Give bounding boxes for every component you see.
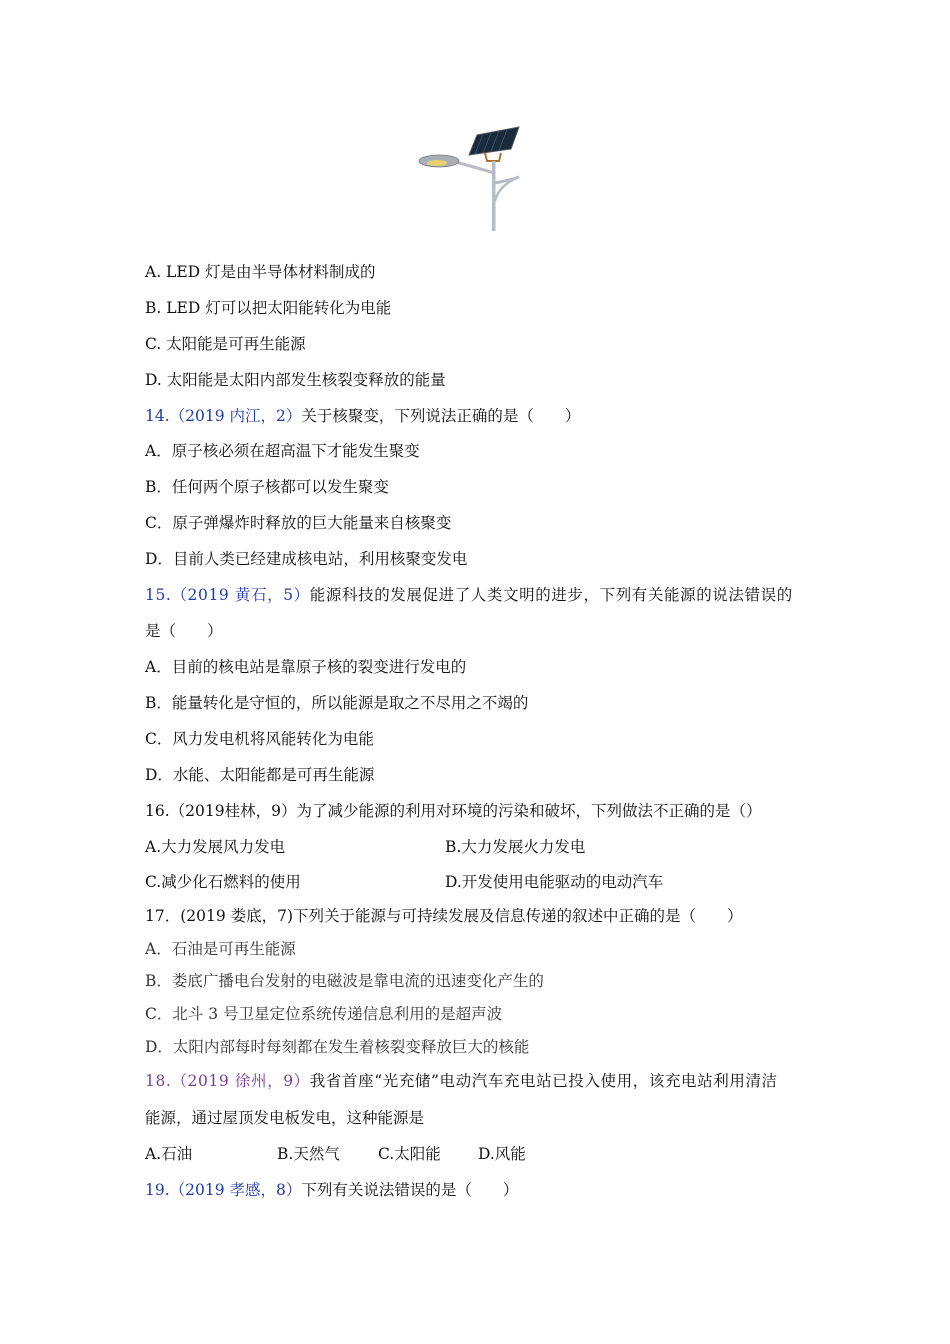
q16-option-d: D.开发使用电能驱动的电动汽车 bbox=[445, 873, 664, 891]
q15-stem bbox=[145, 585, 793, 605]
q13-option-d: D. 太阳能是太阳内部发生核裂变释放的能量 bbox=[145, 371, 446, 389]
q15-option-b: B．能量转化是守恒的，所以能源是取之不尽用之不竭的 bbox=[145, 694, 529, 712]
q19-text: 下列有关说法错误的是（ ） bbox=[301, 1181, 519, 1199]
q17-option-b: B．娄底广播电台发射的电磁波是靠电流的迅速变化产生的 bbox=[145, 972, 544, 990]
q15-text: 能源科技的发展促进了人类文明的进步，下列有关能源的说法错误的 bbox=[309, 586, 793, 604]
q18-stem bbox=[145, 1071, 778, 1091]
q13-option-c: C. 太阳能是可再生能源 bbox=[145, 335, 306, 353]
q16-option-b: B.大力发展火力发电 bbox=[445, 838, 586, 856]
q17-option-d: D．太阳内部每时每刻都在发生着核裂变释放巨大的核能 bbox=[145, 1038, 530, 1056]
q16-option-a: A.大力发展风力发电 bbox=[145, 838, 286, 856]
q14-text: 关于核聚变，下列说法正确的是（ ） bbox=[301, 407, 581, 425]
q16-option-c: C.减少化石燃料的使用 bbox=[145, 873, 301, 891]
q15-option-a: A．目前的核电站是靠原子核的裂变进行发电的 bbox=[145, 658, 467, 676]
q17-option-c: C．北斗 3 号卫星定位系统传递信息利用的是超声波 bbox=[145, 1005, 503, 1023]
q13-option-b: B. LED 灯可以把太阳能转化为电能 bbox=[145, 299, 392, 317]
q15-option-d: D．水能、太阳能都是可再生能源 bbox=[145, 766, 375, 784]
q16-stem: 16.（2019桂林，9）为了减少能源的利用对环境的污染和破坏，下列做法不正确的是（） bbox=[145, 802, 762, 820]
q18-stem-cont: 能源，通过屋顶发电板发电，这种能源是 bbox=[145, 1109, 425, 1127]
solar-street-lamp-icon bbox=[415, 123, 525, 231]
q14-source: 14.（2019 内江，2） bbox=[145, 407, 302, 425]
q19-stem bbox=[145, 1180, 518, 1200]
q17-option-a: A．石油是可再生能源 bbox=[145, 940, 296, 958]
q14-option-d: D．目前人类已经建成核电站，利用核聚变发电 bbox=[145, 550, 468, 568]
q18-option-c: C.太阳能 bbox=[378, 1145, 441, 1163]
q17-stem: 17．(2019 娄底，7)下列关于能源与可持续发展及信息传递的叙述中正确的是（ ） bbox=[145, 907, 743, 925]
q13-option-a: A. LED 灯是由半导体材料制成的 bbox=[145, 263, 376, 281]
q18-text: 我省首座“光充储”电动汽车充电站已投入使用，该充电站利用清洁 bbox=[309, 1072, 778, 1090]
q18-option-a: A.石油 bbox=[145, 1145, 193, 1163]
q15-option-c: C．风力发电机将风能转化为电能 bbox=[145, 730, 374, 748]
q18-source: 18.（2019 徐州，9） bbox=[145, 1072, 310, 1090]
q15-source: 15.（2019 黄石，5） bbox=[145, 586, 310, 604]
q19-source: 19.（2019 孝感，8） bbox=[145, 1181, 302, 1199]
q14-option-c: C．原子弹爆炸时释放的巨大能量来自核聚变 bbox=[145, 514, 452, 532]
q15-stem-cont: 是（ ） bbox=[145, 622, 223, 640]
q18-option-b: B.天然气 bbox=[277, 1145, 340, 1163]
q14-option-b: B．任何两个原子核都可以发生聚变 bbox=[145, 478, 389, 496]
q14-option-a: A．原子核必须在超高温下才能发生聚变 bbox=[145, 442, 420, 460]
q14-stem bbox=[145, 406, 580, 426]
q18-option-d: D.风能 bbox=[478, 1145, 526, 1163]
